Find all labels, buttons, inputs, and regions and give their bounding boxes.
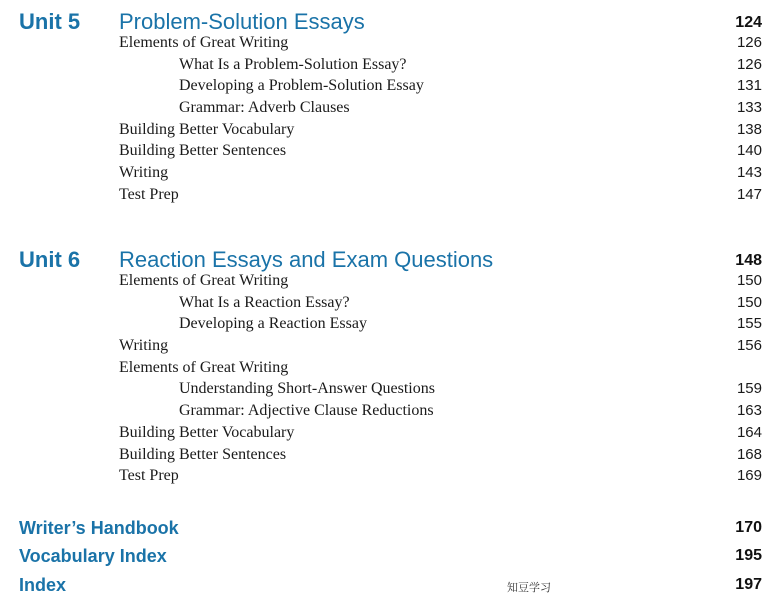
toc-entry-label: Building Better Sentences — [119, 445, 287, 463]
toc-entry — [0, 184, 774, 206]
toc-entry-label: Developing a Problem-Solution Essay — [179, 77, 424, 95]
toc-entry-page: 164 — [736, 423, 762, 441]
toc-entry — [0, 465, 774, 487]
back-matter-page: 197 — [735, 576, 762, 593]
toc-entry-page: 140 — [736, 142, 762, 160]
toc-entry-label: Elements of Great Writing — [119, 272, 289, 289]
toc-entry-label: Elements of Great Writing — [119, 34, 289, 51]
toc-entry — [0, 140, 774, 162]
toc-entry — [0, 444, 774, 466]
back-matter-vocabulary-index — [0, 543, 774, 569]
toc-entry-page: 163 — [736, 402, 762, 420]
toc-entry-label: What Is a Problem-Solution Essay? — [179, 55, 407, 73]
toc-entry-label: Building Better Vocabulary — [119, 120, 295, 138]
toc-entry — [0, 357, 774, 379]
toc-entry-label: Writing — [119, 164, 169, 182]
toc-entry-page: 169 — [736, 467, 762, 485]
unit-title: Problem-Solution Essays — [119, 9, 365, 34]
toc-entry-label: Elements of Great Writing — [119, 358, 289, 376]
toc-entry — [0, 54, 774, 76]
toc-entry-page: 131 — [736, 77, 762, 95]
back-matter-label: Index — [19, 575, 67, 595]
toc-entry-page: 133 — [736, 99, 762, 117]
watermark: 知豆学习 — [507, 581, 551, 594]
toc-entry-label: Test Prep — [119, 185, 179, 203]
toc-entry-label: Understanding Short-Answer Questions — [179, 380, 435, 398]
toc-entry-page: 150 — [736, 293, 762, 311]
unit-entries — [0, 270, 774, 487]
toc-entry — [0, 335, 774, 357]
toc-entry-page: 126 — [736, 55, 762, 73]
toc-entry-page: 143 — [736, 164, 762, 182]
toc-entry — [0, 162, 774, 184]
unit-entries — [0, 32, 774, 206]
toc-entry — [0, 422, 774, 444]
toc-entry-label: Test Prep — [119, 467, 179, 485]
unit-page-number: 124 — [735, 14, 762, 31]
toc-entry — [0, 378, 774, 400]
toc-entry-page: 159 — [736, 380, 762, 398]
toc-entry — [0, 75, 774, 97]
toc-entry-label: Building Better Vocabulary — [119, 423, 295, 441]
unit-label: Unit 5 — [19, 9, 81, 34]
toc-entry — [0, 400, 774, 422]
toc-entry-label: Developing a Reaction Essay — [179, 315, 367, 333]
toc-entry — [0, 32, 774, 54]
back-matter-label: Vocabulary Index — [19, 546, 167, 566]
toc-entry-page: 138 — [736, 120, 762, 138]
back-matter-writers-handbook — [0, 515, 774, 541]
unit-page-number: 148 — [735, 252, 762, 269]
toc-entry — [0, 313, 774, 335]
back-matter-label: Writer’s Handbook — [19, 518, 179, 538]
back-matter-page: 195 — [735, 547, 762, 564]
toc-entry — [0, 97, 774, 119]
back-matter-page: 170 — [735, 519, 762, 536]
toc-entry-label: Grammar: Adjective Clause Reductions — [179, 402, 434, 420]
toc-entry-page: 156 — [736, 337, 762, 355]
toc-entry-page: 126 — [736, 34, 762, 51]
unit-label: Unit 6 — [19, 247, 81, 272]
toc-entry-label: Writing — [119, 337, 169, 355]
toc-entry-page: 150 — [736, 272, 762, 289]
toc-entry-label: Building Better Sentences — [119, 142, 287, 160]
toc-entry-page: 155 — [736, 315, 762, 333]
toc-entry — [0, 292, 774, 314]
toc-entry-label: Grammar: Adverb Clauses — [179, 99, 350, 117]
back-matter-index — [0, 572, 774, 598]
toc-entry-page: 147 — [736, 185, 762, 203]
toc-entry-label: What Is a Reaction Essay? — [179, 293, 350, 311]
toc-entry — [0, 270, 774, 292]
toc-entry — [0, 119, 774, 141]
unit-title: Reaction Essays and Exam Questions — [119, 247, 494, 272]
toc-entry-page: 168 — [736, 445, 762, 463]
